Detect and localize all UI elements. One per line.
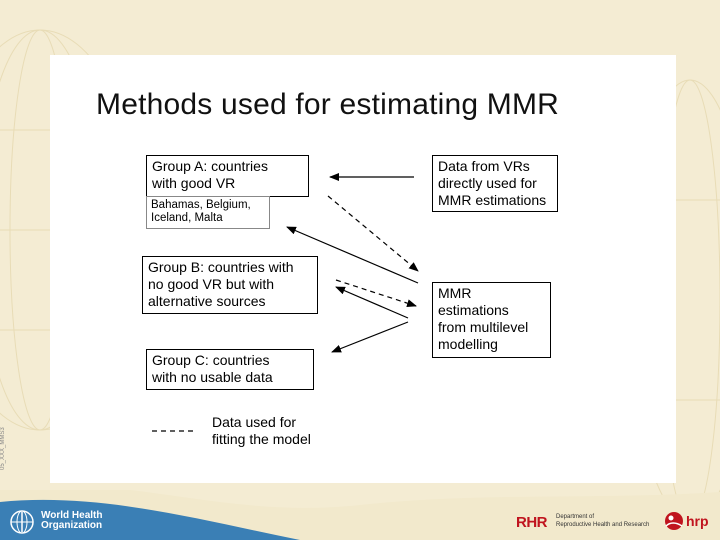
mmr-model-line4: modelling [438,336,498,352]
who-logo-text [41,511,102,531]
group-a-examples-line1: Bahamas, Belgium, [151,199,251,211]
group-b-line1: Group B: countries with [148,259,294,275]
mmr-model-line3: from multilevel [438,319,529,335]
side-code: 05_XXX_MMS3 [0,427,6,470]
vr-data-line1: Data from VRs [438,158,530,174]
group-a-line1: Group A: countries [152,158,268,174]
group-b-line3: alternative sources [148,293,266,309]
rhr-line1: Department of [556,514,595,520]
group-a-examples-line2: Iceland, Malta [151,212,223,224]
arrow-group-a-to-mmr-dashed [328,196,418,271]
who-line2: Organization [41,520,103,531]
mmr-model-line2: estimations [438,302,509,318]
vr-data-line2: directly used for [438,175,537,191]
mmr-model-line1: MMR [438,285,472,301]
legend-line1: Data used for [212,414,297,430]
arrow-mmr-to-group-c [332,322,408,352]
slide-title: Methods used for estimating MMR [96,88,560,121]
vr-data-line3: MMR estimations [438,192,547,208]
hrp-logo-text: hrp [686,513,709,529]
who-emblem-icon [9,509,35,535]
rhr-logo: RHR [516,514,547,531]
who-line1: World Health [41,510,103,521]
group-c-line1: Group C: countries [152,352,270,368]
rhr-line2: Reproductive Health and Research [556,522,650,528]
legend-line2: fitting the model [212,431,311,447]
group-b-line2: no good VR but with [148,276,275,292]
group-a-line2: with good VR [152,175,236,191]
hrp-emblem-icon [662,510,686,532]
arrow-group-b-to-mmr-dashed [336,280,416,306]
group-c-line2: with no usable data [152,369,273,385]
rhr-department-text [556,513,649,529]
